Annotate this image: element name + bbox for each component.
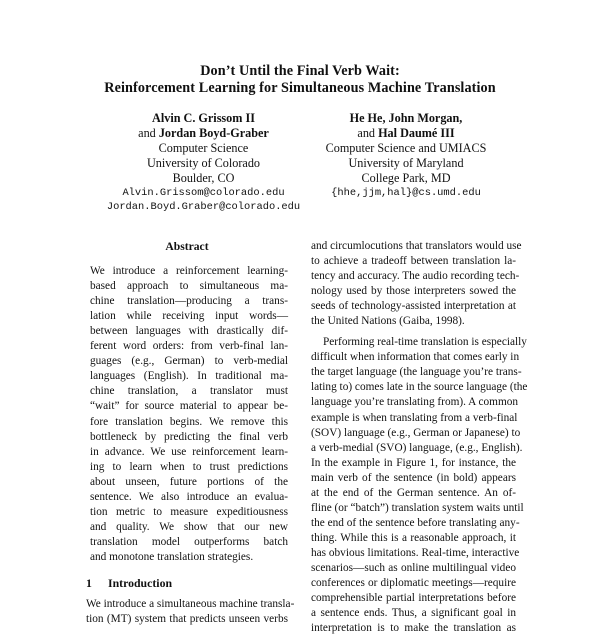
body-line: lating to) comes late in the source language (the [311,381,528,394]
body-line: the target language (the language you’re trans- [311,366,522,379]
body-line: a verb-medial (SVO) language, (e.g., English). [311,441,523,454]
body-line: has obvious limitations. Real-time, interactive [311,546,520,559]
author-names-line-1: Alvin C. Grissom II [152,111,255,125]
abstract-line: lation while receiving input words— [90,310,288,323]
section-title: Introduction [108,575,173,590]
author-university: University of Colorado [146,155,261,170]
abstract-line: bottleneck by predicting the final verb [90,430,288,443]
body-line: interpretation is to make the translation as [311,622,516,635]
body-line: the United Nations (Gaiba, 1998). [311,315,465,328]
body-line: tency and accuracy. The audio recording tech- [311,270,520,283]
abstract-line: about unseen, future portions of the [90,475,288,488]
body-line: to achieve a tradeoff between translation la- [311,255,516,268]
body-line: conferences or diplomatic meetings—require [311,577,516,590]
abstract-line: languages (English). In traditional ma- [90,370,288,383]
author-name: Jordan Boyd-Graber [158,125,269,140]
abstract-line: guages (e.g., German) to verb-medial [90,355,288,368]
right-column [311,239,528,636]
body-line: In the example in Figure 1, for instance, the [311,456,516,469]
abstract-line: between languages with drastically dif- [90,325,288,338]
abstract-line: chine translation—producing a trans- [90,295,288,308]
abstract-line: We introduce a reinforcement learning- [90,265,288,278]
abstract-line: and monotone translation strategies. [90,550,254,563]
abstract-line: chine translation, a translator must [90,385,288,398]
body-line: comprehensible partial interpretations before [311,592,516,605]
author-and: and [357,125,379,140]
body-line: and circumlocutions that translators would use [311,240,522,252]
intro-line: We introduce a simultaneous machine transla- [86,598,295,611]
abstract-line: in advance. We use reinforcement learn- [90,445,288,458]
body-line: fline (or “batch”) translation system waits until [311,501,524,514]
section-heading-introduction [86,576,288,591]
author-block-right [303,111,509,200]
abstract-line: sentence. We also introduce an evalua- [90,490,288,503]
body-line: seeds of technology-assisted interpretation at [311,300,516,313]
author-city: Boulder, CO [172,170,235,185]
author-email: Alvin.Grissom@colorado.edu [122,186,285,199]
abstract-body [86,264,288,565]
body-line: nology used by those interpreters sowed the [311,285,516,298]
author-block-left [100,111,307,215]
author-university: University of Maryland [348,155,464,170]
body-line: scenarios—such as online multilingual video [311,561,516,574]
body-line: (SOV) language (e.g., German or Japanese) to [311,426,521,439]
abstract-line: and quality. We show that our new [90,520,288,533]
abstract-line: ferent word orders: from verb-final lan- [90,340,288,353]
title-line-1: Don’t Until the Final Verb Wait: [200,63,400,79]
abstract-line: ing to learn when to trust predictions [90,460,288,473]
author-and: and [138,125,159,140]
author-department: Computer Science [158,140,249,155]
body-line: language you’re translating from). A common [311,396,519,409]
author-city: College Park, MD [361,170,451,185]
abstract-line: fore translation begins. We remove this [90,415,288,428]
author-department: Computer Science and UMIACS [325,140,487,155]
abstract-line: based approach to simultaneous ma- [90,280,288,293]
abstract-line: tion metric to measure expeditiousness [90,505,288,518]
author-names-line-1: He He, John Morgan, [349,111,463,125]
author-email: Jordan.Boyd.Graber@colorado.edu [106,201,301,214]
body-line: difficult when information that comes early in [311,351,520,364]
title-line-2: Reinforcement Learning for Simultaneous Machine Translation [104,80,496,96]
left-column [86,239,295,627]
abstract-heading: Abstract [165,240,209,253]
author-names-line-2 [303,126,509,141]
body-line: the end of the sentence before translating any- [311,516,520,529]
body-line: example is when translating from a verb-final [311,411,518,424]
body-line: at the end of the German sentence. An of- [311,486,516,499]
abstract-line: “wait” for source material to appear be- [90,400,288,413]
body-line: main verb of the sentence (in bold) appears [311,471,516,484]
body-line: a sentence ends. Thus, a significant goal in [311,607,516,620]
body-line: Performing real-time translation is especially [323,336,527,349]
author-names-line-2 [100,126,307,141]
author-email: {hhe,jjm,hal}@cs.umd.edu [331,186,481,199]
paper-title [0,63,600,97]
abstract-line: translation model outperforms batch [90,535,288,548]
author-name: Hal Daumé III [378,125,455,140]
intro-line: tion (MT) system that predicts unseen verbs [86,613,288,626]
body-line: thing. While this is a reasonable approach, it [311,531,516,544]
section-number: 1 [86,575,92,590]
